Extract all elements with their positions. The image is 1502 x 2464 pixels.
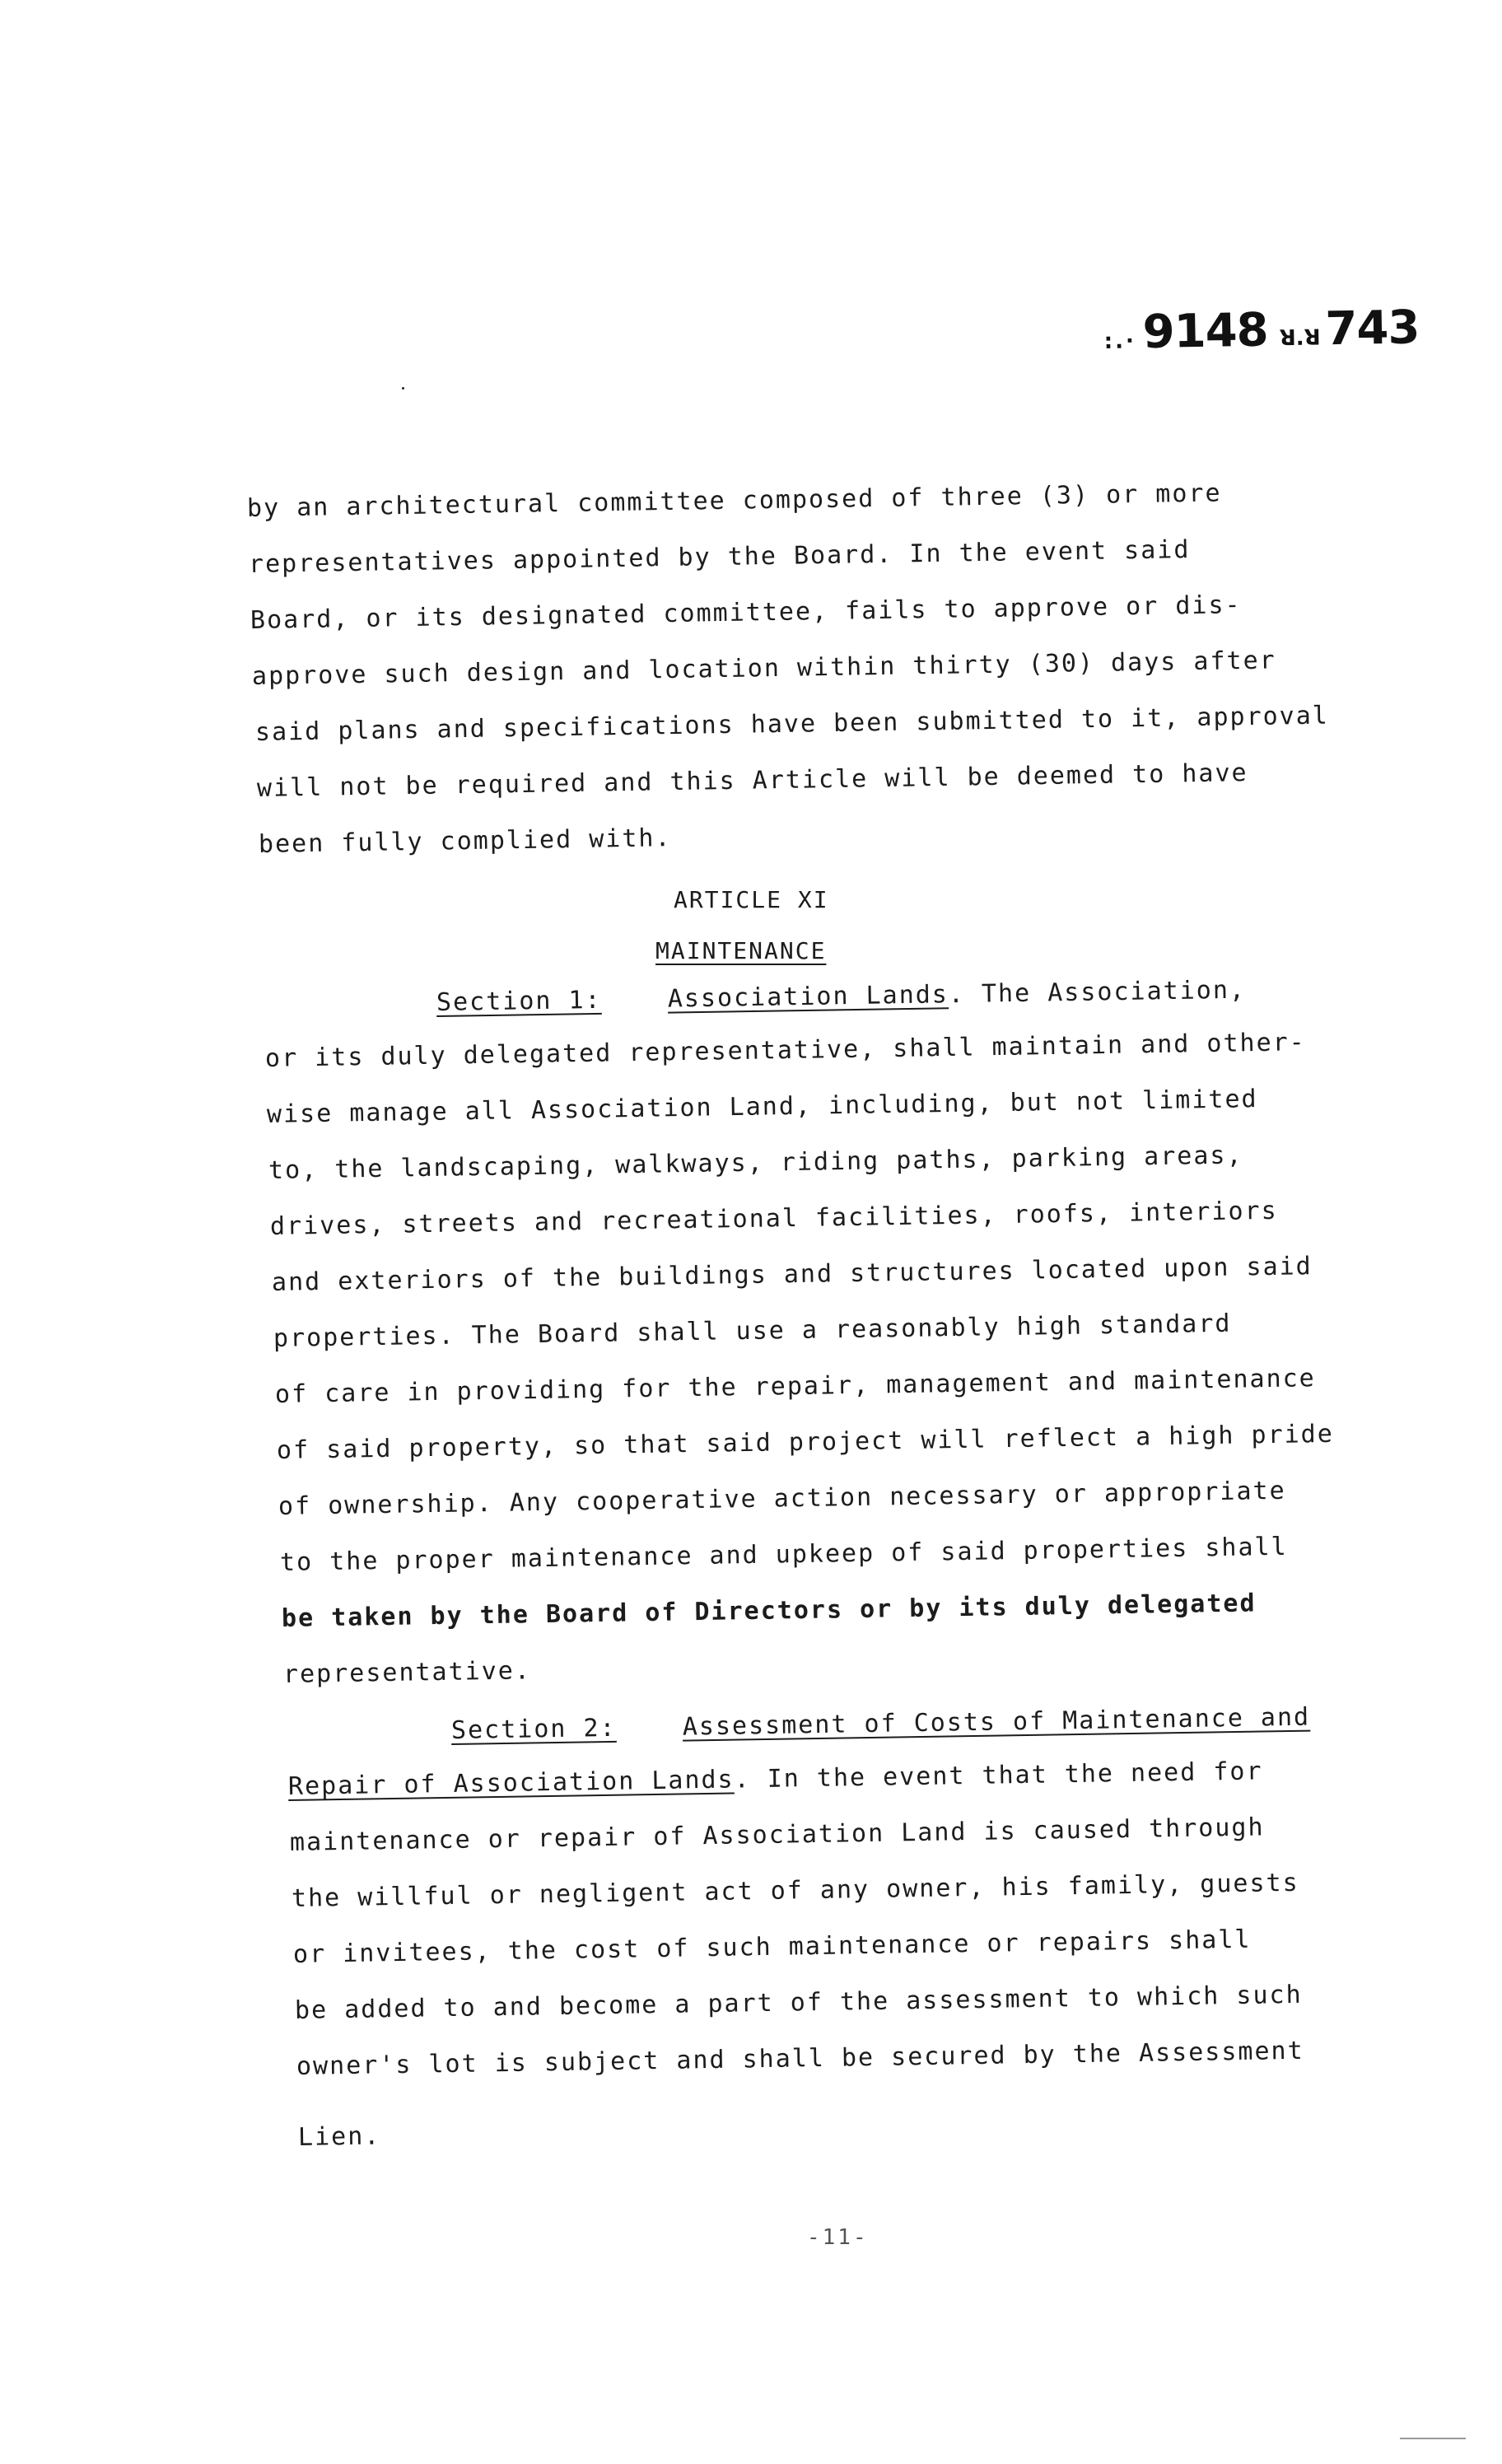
section-2-heading-line (451, 1703, 1311, 1745)
paragraph-line: representatives appointed by the Board. In the event said (248, 535, 1191, 579)
paragraph-line: by an architectural committee composed of three (3) or more (246, 478, 1222, 523)
scan-edge-mark (1400, 2438, 1466, 2439)
section-1-heading: Association Lands (667, 980, 949, 1014)
section-1-line: of ownership. Any cooperative action necessary or appropriate (278, 1476, 1286, 1521)
section-1-line: drives, streets and recreational facilities, roofs, interiors (269, 1196, 1278, 1241)
section-2-line: Lien. (297, 2121, 381, 2152)
section-2-line: the willful or negligent act of any owner, his family, guests (291, 1868, 1299, 1913)
section-2-line: be added to and become a part of the assessment to which such (294, 1980, 1303, 2025)
paragraph-line: approve such design and location within thirty (30) days after (251, 646, 1276, 691)
article-number: ARTICLE XI (674, 886, 829, 913)
section-2-heading-b: Repair of Association Lands (287, 1765, 735, 1801)
paragraph-line: said plans and specifications have been submitted to it, approval (254, 701, 1330, 747)
section-2-heading-a: Assessment of Costs of Maintenance and (682, 1702, 1311, 1742)
section-1-line: representative. (282, 1656, 532, 1689)
section-2-line: owner's lot is subject and shall be secured by the Assessment (296, 2036, 1304, 2081)
section-1-line: of said property, so that said project will reflect a high pride (276, 1419, 1335, 1465)
recorded-page-number: 743 (1324, 301, 1420, 357)
article-title: MAINTENANCE (655, 937, 827, 964)
section-1-line: be taken by the Board of Directors or by its duly delegated (281, 1589, 1257, 1633)
stamp-prefix: :.· (1103, 329, 1137, 354)
paragraph-line: been fully complied with. (258, 824, 672, 859)
section-2-lead: . In the event that the need for (734, 1757, 1263, 1794)
section-1-line: to, the landscaping, walkways, riding paths, parking areas, (268, 1141, 1243, 1185)
section-1-lead: . The Association, (948, 975, 1247, 1010)
section-1-label: Section 1: (436, 985, 602, 1017)
section-1-line: to the proper maintenance and upkeep of said properties shall (279, 1532, 1288, 1577)
section-1-line: or its duly delegated representative, shall maintain and other- (264, 1028, 1307, 1073)
paragraph-line: will not be required and this Article will be deemed to have (256, 758, 1248, 803)
section-1-line: wise manage all Association Land, including, but not limited (266, 1085, 1258, 1129)
stamp-page-prefix: ꓤ.ꓤ (1279, 325, 1321, 352)
section-1-line: of care in providing for the repair, management and maintenance (274, 1364, 1317, 1409)
section-1-line: properties. The Board shall use a reasonably high standard (273, 1309, 1232, 1353)
section-1-heading-line (436, 976, 1246, 1017)
paragraph-line: Board, or its designated committee, fails to approve or dis- (250, 590, 1242, 635)
section-1-line: and exteriors of the buildings and structures located upon said (271, 1252, 1313, 1297)
section-2-line: maintenance or repair of Association Land is caused through (289, 1813, 1265, 1857)
section-2-line: or invitees, the cost of such maintenance or repairs shall (292, 1925, 1252, 1969)
page-footer-number: -11- (807, 2225, 869, 2250)
book-number: 9148 (1142, 303, 1269, 360)
section-2-heading-line-2 (288, 1757, 1263, 1801)
section-2-label: Section 2: (450, 1713, 617, 1745)
